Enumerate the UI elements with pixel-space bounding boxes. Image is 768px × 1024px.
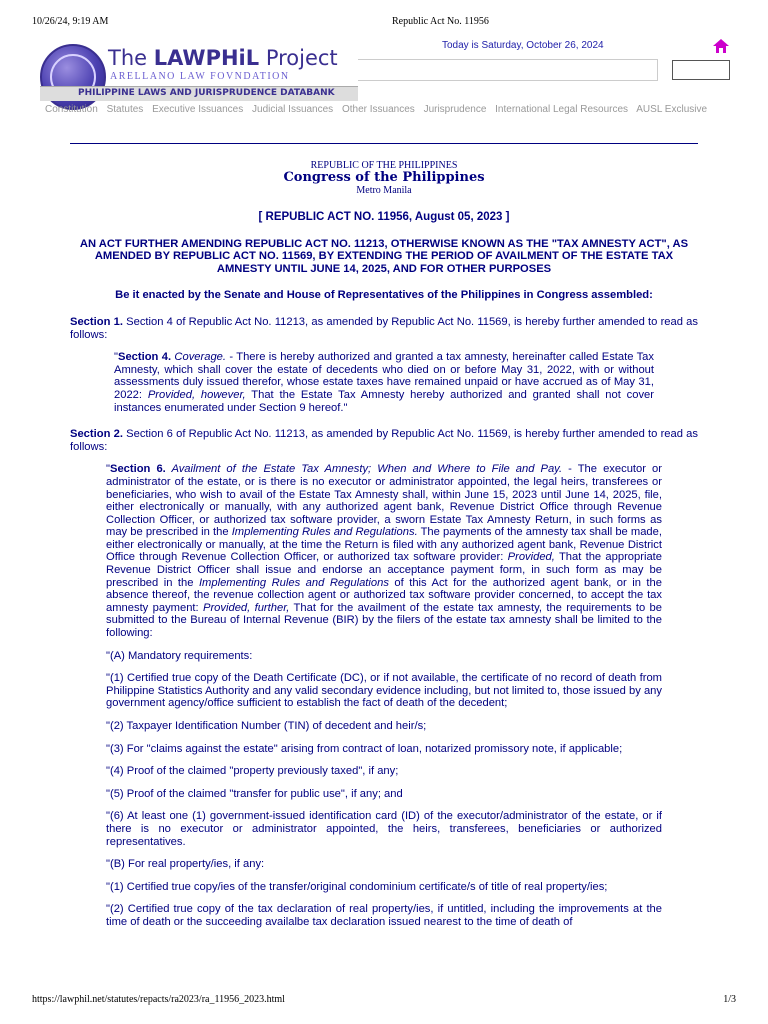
nav-executive-issuances[interactable]: Executive Issuances [152,104,244,115]
nav-other-issuances[interactable]: Other Issuances [341,104,415,115]
document-body [70,160,698,939]
congress-header: Congress of the Philippines [283,170,485,185]
site-subtitle: ARELLANO LAW FOVNDATION [110,71,290,82]
main-nav [45,104,713,115]
nav-international-legal-resources[interactable]: International Legal Resources [495,104,629,115]
list-item: "(2) Taxpayer Identification Number (TIN) of decedent and heir/s; [106,720,427,732]
search-input[interactable] [358,59,658,81]
list-item: "(5) Proof of the claimed "transfer for public use", if any; and [106,787,403,800]
print-title: Republic Act No. 11956 [392,16,489,27]
act-title: AN ACT FURTHER AMENDING REPUBLIC ACT NO. 11213, OTHERWISE KNOWN AS THE "TAX AMNESTY ACT", AS AMENDED BY REPUBLIC ACT NO. 11569, BY EXTENDING THE PERIOD OF AVAILMENT OF THE ESTATE TAX AMNESTY UNTIL JUNE 14, 2025, AND FOR OTHER PURPOSES [79,237,689,275]
metro-manila: Metro Manila [356,185,412,196]
today-date: Today is Saturday, October 26, 2024 [442,40,604,51]
site-title: The LAWPHiL Project [108,46,338,70]
search-button[interactable] [672,60,730,80]
nav-constitution[interactable]: Constitution [45,104,98,115]
section-6-text: "Section 6. Availment of the Estate Tax Amnesty; When and Where to File and Pay. - The executor or administrator of the estate, or is there is no executor or administrator appointed, the legal heirs, transferees or beneficiaries, who wish to avail of the Estate Tax Amnesty shall, within June 15, 2023 until June 14, 2025, file, either electronically or manually, with any authorized agent bank, Revenue District Office through Revenue Collection Officer, or authorized tax software provider, a sworn Estate Tax Amnesty Return, in such forms as may be prescribed in the Implementing Rules and Regulations. The payments of the amnesty tax shall be made, either electronically or manually, at the time the Return is filed with any authorized agent bank, Revenue District Office through Revenue Collection Officer, or authorized tax software provider: Provided, That the appropriate Revenue District Officer shall issue and endorse an acceptance payment form, in such form as may be prescribed in the Implementing Rules and Regulations of this Act for the authorized agent bank, or in the absence thereof, the revenue collection agent or authorized tax software provider concerned, to accept the tax amnesty payment: Provided, further, That for the availment of the estate tax amnesty, the requirements to be submitted to the Bureau of Internal Revenue (BIR) by the filers of the estate tax amnesty shall be limited to the following: [106,463,663,640]
section-2: Section 2. Section 6 of Republic Act No. 11213, as amended by Republic Act No. 11569, is hereby further amended to read as follows: [70,428,698,453]
list-item: "(4) Proof of the claimed "property previously taxed", if any; [106,765,399,778]
print-url: https://lawphil.net/statutes/repacts/ra2023/ra_11956_2023.html [32,994,285,1005]
list-item: "(3) For "claims against the estate" arising from contract of loan, notarized promissory note, if applicable; [106,742,623,755]
print-datetime: 10/26/24, 9:19 AM [32,16,109,27]
print-header [32,16,736,30]
list-item: "(1) Certified true copy/ies of the transfer/original condominium certificate/s of title of real property/ies; [106,880,608,893]
quoted-section-6 [106,463,662,928]
republic-header: REPUBLIC OF THE PHILIPPINES [310,160,458,171]
quoted-section-4: "Section 4. Coverage. - There is hereby authorized and granted a tax amnesty, hereinafter called Estate Tax Amnesty, which shall cover the estate of decedents who died on or before May 31, 2022, with or without assessments duly issued therefor, whose estate taxes have remained unpaid or have accrued as of May 31, 2022: Provided, however, That the Estate Tax Amnesty hereby authorized and granted shall not cover instances enumerated under Section 9 hereof." [114,351,654,414]
enacting-clause: Be it enacted by the Senate and House of Representatives of the Philippines in Congress assembled: [115,289,653,302]
nav-ausl-exclusive[interactable]: AUSL Exclusive [636,104,708,115]
list-item: "(6) At least one (1) government-issued identification card (ID) of the executor/administrator of the estate, or if there is no executor or administrator appointed, the heirs, transferees, beneficiaries or authorized representatives. [106,810,662,848]
print-page-number: 1/3 [723,994,736,1005]
site-strip: PHILIPPINE LAWS AND JURISPRUDENCE DATABANK [40,86,358,101]
list-item: "(A) Mandatory requirements: [106,649,253,662]
home-icon[interactable] [712,38,730,54]
ra-number: [ REPUBLIC ACT NO. 11956, August 05, 2023 ] [258,211,510,223]
list-item: "(1) Certified true copy of the Death Certificate (DC), or if not available, the certificate of no record of death from Philippine Statistics Authority and any valid secondary evidence including, but not limited to, those issued by any government agency/office sufficient to establish the fact of death of the decedent; [106,672,662,710]
nav-statutes[interactable]: Statutes [106,104,144,115]
nav-jurisprudence[interactable]: Jurisprudence [423,104,487,115]
list-item: "(2) Certified true copy of the tax declaration of real property/ies, if untitled, including the improvements at the time of death or the succeeding availalbe tax declaration issued nearest to the time of death of [106,903,662,928]
nav-judicial-issuances[interactable]: Judicial Issuances [252,104,334,115]
lawphil-banner[interactable] [36,38,358,102]
divider [70,143,698,144]
section-1: Section 1. Section 4 of Republic Act No. 11213, as amended by Republic Act No. 11569, is hereby further amended to read as follows: [70,315,698,341]
list-item: "(B) For real property/ies, if any: [106,858,265,871]
print-footer [32,994,736,1008]
